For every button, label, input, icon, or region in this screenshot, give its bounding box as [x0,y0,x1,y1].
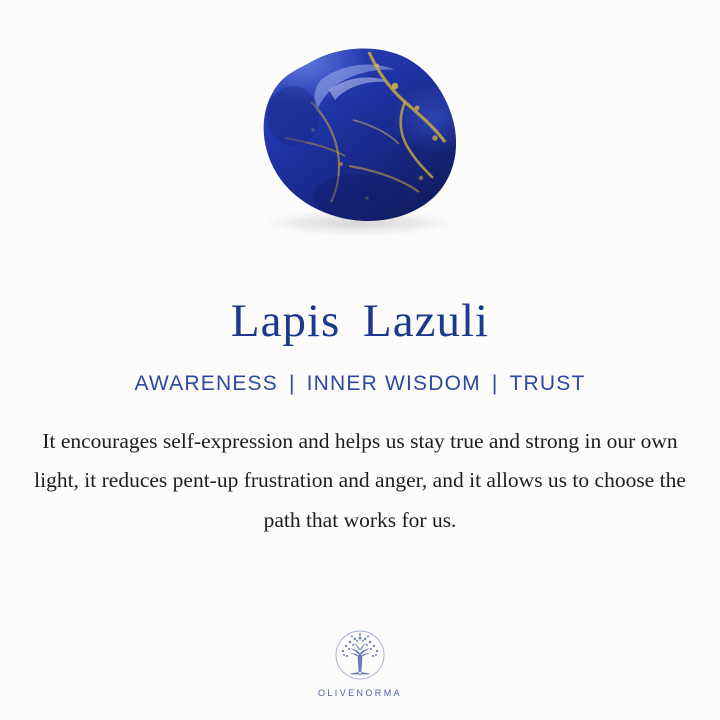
page-title: Lapis Lazuli [230,295,490,347]
keyword-trust: TRUST [509,371,586,395]
stone-image-wrapper [235,40,485,250]
brand-name: OLIVENORMA [317,688,402,698]
tree-of-life-icon [329,628,391,686]
keyword-separator-1: | [288,371,296,395]
brand-logo [0,628,720,698]
lapis-lazuli-stone-icon [249,46,471,230]
keyword-inner-wisdom: INNER WISDOM [306,371,481,395]
description-text: It encourages self-expression and helps us stay true and strong in our own light, it reduces pent-up frustration and anger, and it allows us to choose the path that works for us. [34,428,686,533]
keyword-separator-2: | [491,371,499,395]
keyword-awareness: AWARENESS [134,371,278,395]
keyword-list [135,372,586,396]
stone-image-area [0,0,720,290]
